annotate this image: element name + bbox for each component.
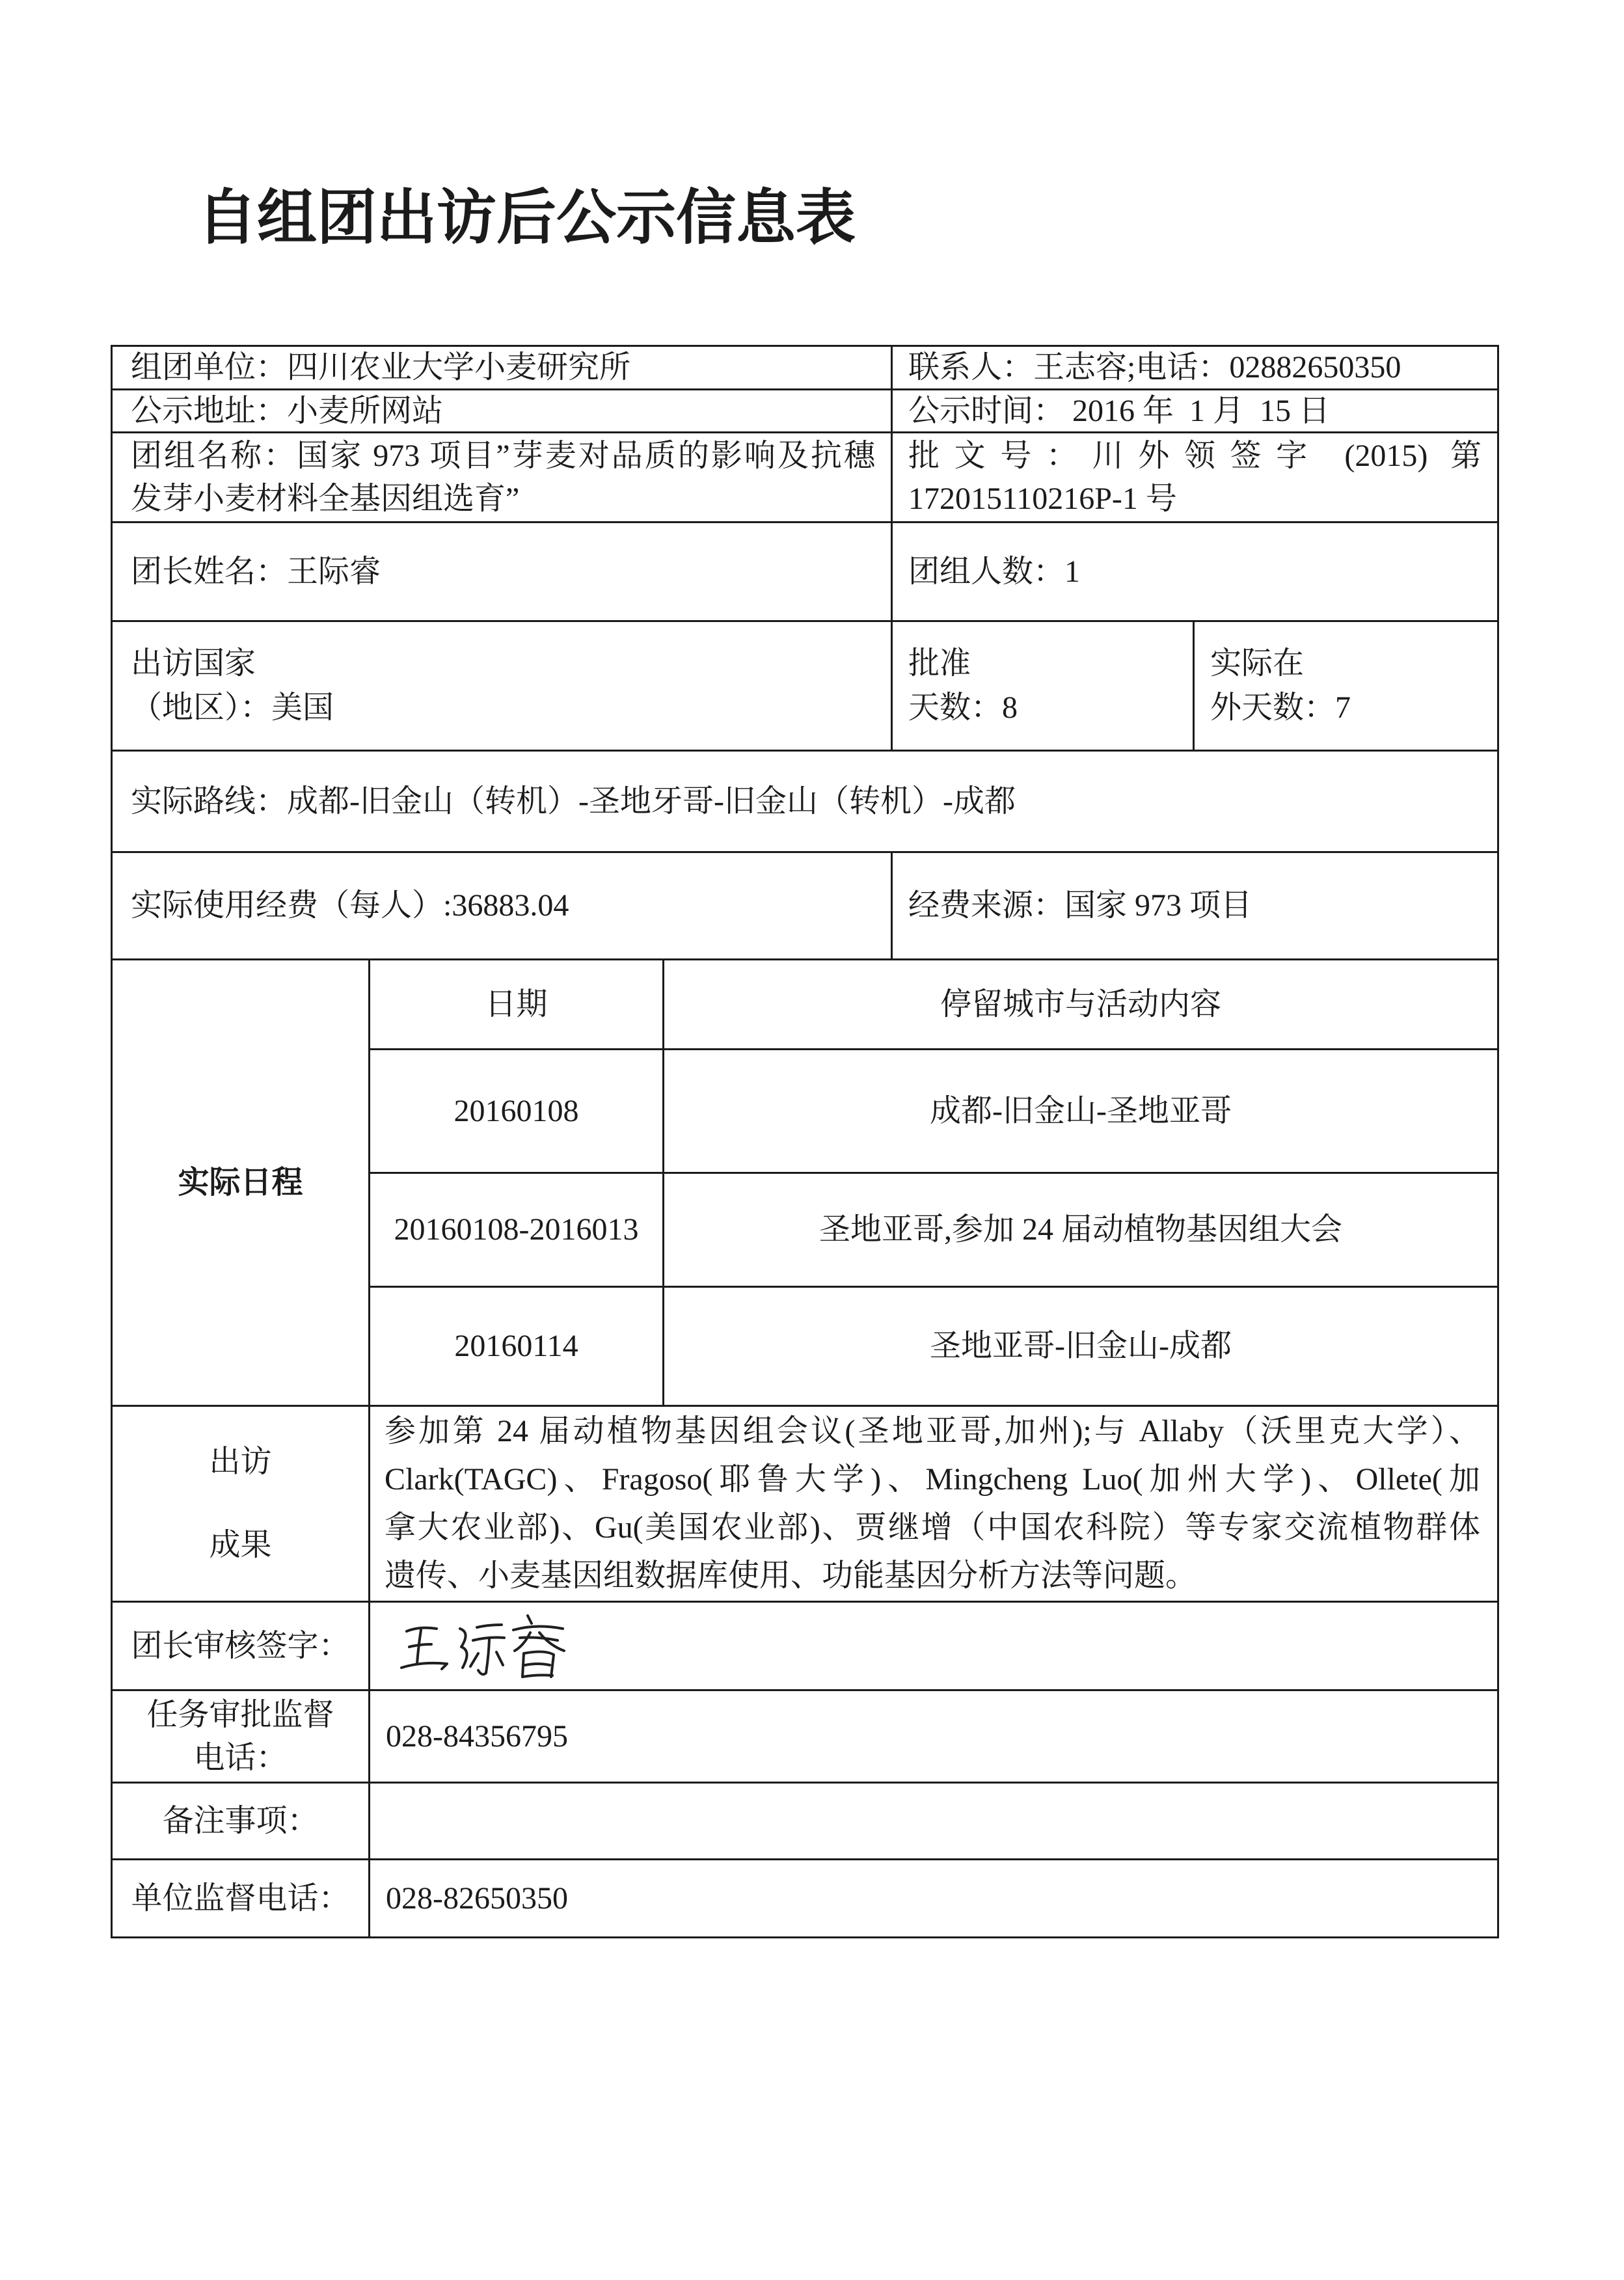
actual-days-label: 外天数： <box>1210 690 1336 725</box>
results-line-2: Clark(TAGC)、Fragoso(耶鲁大学)、Mingcheng Luo(加州大学)、Ollete(加 <box>385 1462 1481 1497</box>
route-label: 实际路线： <box>131 783 288 819</box>
route-cell <box>112 751 1498 852</box>
remarks-label: 备注事项： <box>112 1783 370 1860</box>
publish-time-value: 2016 年 1 月 15 日 <box>1064 393 1331 428</box>
schedule-content: 圣地亚哥-旧金山-成都 <box>664 1287 1498 1406</box>
remarks-value <box>370 1783 1498 1860</box>
actual-days-label-line-1: 实际在 <box>1210 646 1305 681</box>
address-label: 公示地址： <box>131 393 288 428</box>
address-value: 小麦所网站 <box>287 393 444 428</box>
row-results <box>112 1406 1498 1602</box>
funding-source-cell <box>892 852 1498 960</box>
task-supervision-phone-value: 028-84356795 <box>370 1690 1498 1783</box>
group-name-line-2: 发芽小麦材料全基因组选育” <box>131 481 520 516</box>
row-org-contact <box>112 346 1498 390</box>
actual-days-line-2 <box>1210 686 1482 730</box>
contact-label: 联系人： <box>908 350 1034 385</box>
destination-cell <box>112 621 892 751</box>
org-unit-label: 组团单位： <box>131 350 288 385</box>
schedule-date: 20160108 <box>370 1050 664 1173</box>
contact-phone-label: 电话： <box>1135 350 1230 385</box>
approved-days-label-line-1: 批准 <box>908 646 971 681</box>
leader-signature-label: 团长审核签字： <box>112 1602 370 1690</box>
row-address-time <box>112 390 1498 433</box>
group-size-value: 1 <box>1064 554 1081 589</box>
schedule-date: 20160114 <box>370 1287 664 1406</box>
funding-source-value: 国家 973 项目 <box>1064 888 1252 923</box>
leader-value: 王际睿 <box>287 554 381 589</box>
cost-value: 36883.04 <box>452 888 569 923</box>
destination-line-2 <box>131 686 875 730</box>
group-size-label: 团组人数： <box>908 554 1065 589</box>
contact-phone: 02882650350 <box>1229 350 1401 385</box>
schedule-header-content: 停留城市与活动内容 <box>664 960 1498 1050</box>
unit-supervision-phone-label: 单位监督电话： <box>112 1860 370 1938</box>
row-unit-supervision-phone <box>112 1860 1498 1938</box>
leader-cell <box>112 522 892 621</box>
approved-days-value: 8 <box>1002 690 1018 725</box>
results-label-line-2: 成果 <box>209 1528 272 1562</box>
contact-name: 王志容 <box>1033 350 1128 385</box>
leader-signature-cell <box>370 1602 1498 1690</box>
row-leader-size <box>112 522 1498 621</box>
task-supervision-label-line-2: 电话： <box>193 1740 288 1775</box>
publish-time-label: 公示时间： <box>908 393 1065 428</box>
org-unit-value: 四川农业大学小麦研究所 <box>287 350 631 385</box>
schedule-content: 圣地亚哥,参加 24 届动植物基因组大会 <box>664 1173 1498 1287</box>
destination-label-line-1: 出访国家 <box>131 646 256 681</box>
row-route <box>112 751 1498 852</box>
schedule-date: 20160108-2016013 <box>370 1173 664 1287</box>
document-title: 自组团出访后公示信息表 <box>197 183 856 252</box>
route-value: 成都-旧金山（转机）-圣地牙哥-旧金山（转机）-成都 <box>287 783 1016 819</box>
address-cell <box>112 390 892 433</box>
contact-separator: ; <box>1127 350 1136 385</box>
schedule-header-date: 日期 <box>370 960 664 1050</box>
results-text-cell <box>370 1406 1498 1602</box>
cost-label: 实际使用经费（每人）: <box>131 888 452 923</box>
handwritten-signature <box>399 1610 568 1682</box>
approved-days-label: 天数： <box>908 690 1003 725</box>
schedule-header-row <box>112 960 1498 1050</box>
results-line-4: 遗传、小麦基因组数据库使用、功能基因分析方法等问题。 <box>385 1558 1197 1593</box>
leader-label: 团长姓名： <box>131 554 288 589</box>
publish-time-cell <box>892 390 1498 433</box>
group-name-cell <box>112 433 892 522</box>
group-size-cell <box>892 522 1498 621</box>
funding-source-label: 经费来源： <box>908 888 1065 923</box>
row-remarks <box>112 1783 1498 1860</box>
cost-cell <box>112 852 892 960</box>
approval-no-line-1: 批文号：川外领签字 (2015) 第 <box>908 438 1482 473</box>
results-label-cell <box>112 1406 370 1602</box>
actual-days-cell <box>1194 621 1498 751</box>
unit-supervision-phone-value: 028-82650350 <box>370 1860 1498 1938</box>
row-destination-days <box>112 621 1498 751</box>
approval-no-cell <box>892 433 1498 522</box>
approved-days-line-2 <box>908 686 1177 730</box>
approval-no-line-2: 172015110216P-1 号 <box>908 481 1177 516</box>
schedule-label: 实际日程 <box>112 960 370 1406</box>
row-task-supervision-phone <box>112 1690 1498 1783</box>
actual-days-value: 7 <box>1335 690 1351 725</box>
group-name-line-1: 团组名称：国家 973 项目”芽麦对品质的影响及抗穗 <box>131 438 875 473</box>
destination-value: 美国 <box>271 690 334 725</box>
row-cost-source <box>112 852 1498 960</box>
results-line-1: 参加第 24 届动植物基因组会议(圣地亚哥,加州);与 Allaby（沃里克大学）、 <box>385 1414 1481 1448</box>
approved-days-cell <box>892 621 1194 751</box>
row-leader-signature <box>112 1602 1498 1690</box>
results-label-line-1: 出访 <box>209 1445 272 1479</box>
results-line-3: 拿大农业部)、Gu(美国农业部)、贾继增（中国农科院）等专家交流植物群体 <box>385 1510 1481 1545</box>
org-unit-cell <box>112 346 892 390</box>
task-supervision-label-cell <box>112 1690 370 1783</box>
task-supervision-label-line-1: 任务审批监督 <box>146 1697 334 1732</box>
contact-cell <box>892 346 1498 390</box>
destination-label: （地区）： <box>131 690 272 725</box>
row-group-name-approval <box>112 433 1498 522</box>
schedule-content: 成都-旧金山-圣地亚哥 <box>664 1050 1498 1173</box>
info-table <box>111 345 1499 1938</box>
